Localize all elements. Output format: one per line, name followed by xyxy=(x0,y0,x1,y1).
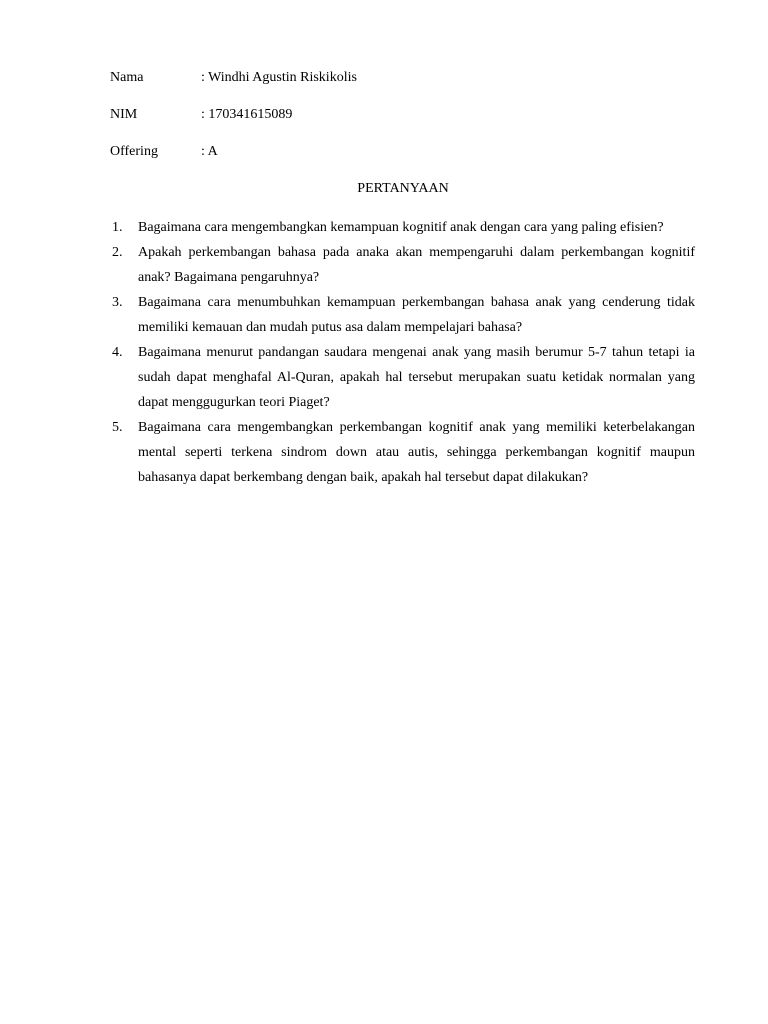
question-item-5 xyxy=(110,415,695,490)
question-item-1 xyxy=(110,215,695,240)
nama-label: Nama xyxy=(110,70,144,85)
question-text: Apakah perkembangan bahasa pada anaka akan mempengaruhi dalam perkembangan kognitif anak? Bagaimana pengaruhnya? xyxy=(138,245,695,285)
question-number: 2. xyxy=(112,245,123,260)
nim-value: : 170341615089 xyxy=(201,107,293,122)
question-item-4 xyxy=(110,340,695,415)
question-number: 3. xyxy=(112,295,123,310)
section-heading: PERTANYAAN xyxy=(357,181,449,196)
question-text: Bagaimana cara mengembangkan perkembangan kognitif anak yang memiliki keterbelakangan mental seperti terkena sindrom down atau autis, sehingga perkembangan kognitif maupun bahasanya dapat berkembang dengan baik, apakah hal tersebut dapat dilakukan? xyxy=(138,420,695,485)
question-item-3 xyxy=(110,290,695,340)
question-item-2 xyxy=(110,240,695,290)
offering-value: : A xyxy=(201,144,218,159)
question-number: 1. xyxy=(112,220,123,235)
offering-row xyxy=(110,144,218,160)
offering-label: Offering xyxy=(110,144,158,159)
nim-row xyxy=(110,107,292,123)
question-text: Bagaimana menurut pandangan saudara mengenai anak yang masih berumur 5-7 tahun tetapi ia sudah dapat menghafal Al-Quran, apakah hal tersebut merupakan suatu ketidak normalan yang dapat menggugurkan teori Piaget? xyxy=(138,345,695,410)
question-text: Bagaimana cara menumbuhkan kemampuan perkembangan bahasa anak yang cenderung tidak memiliki kemauan dan mudah putus asa dalam mempelajari bahasa? xyxy=(138,295,695,335)
nama-value: : Windhi Agustin Riskikolis xyxy=(201,70,357,85)
question-number: 5. xyxy=(112,420,123,435)
question-list xyxy=(110,215,695,490)
question-number: 4. xyxy=(112,345,123,360)
nim-label: NIM xyxy=(110,107,138,122)
nama-row xyxy=(110,70,357,86)
question-text: Bagaimana cara mengembangkan kemampuan kognitif anak dengan cara yang paling efisien? xyxy=(138,220,664,235)
